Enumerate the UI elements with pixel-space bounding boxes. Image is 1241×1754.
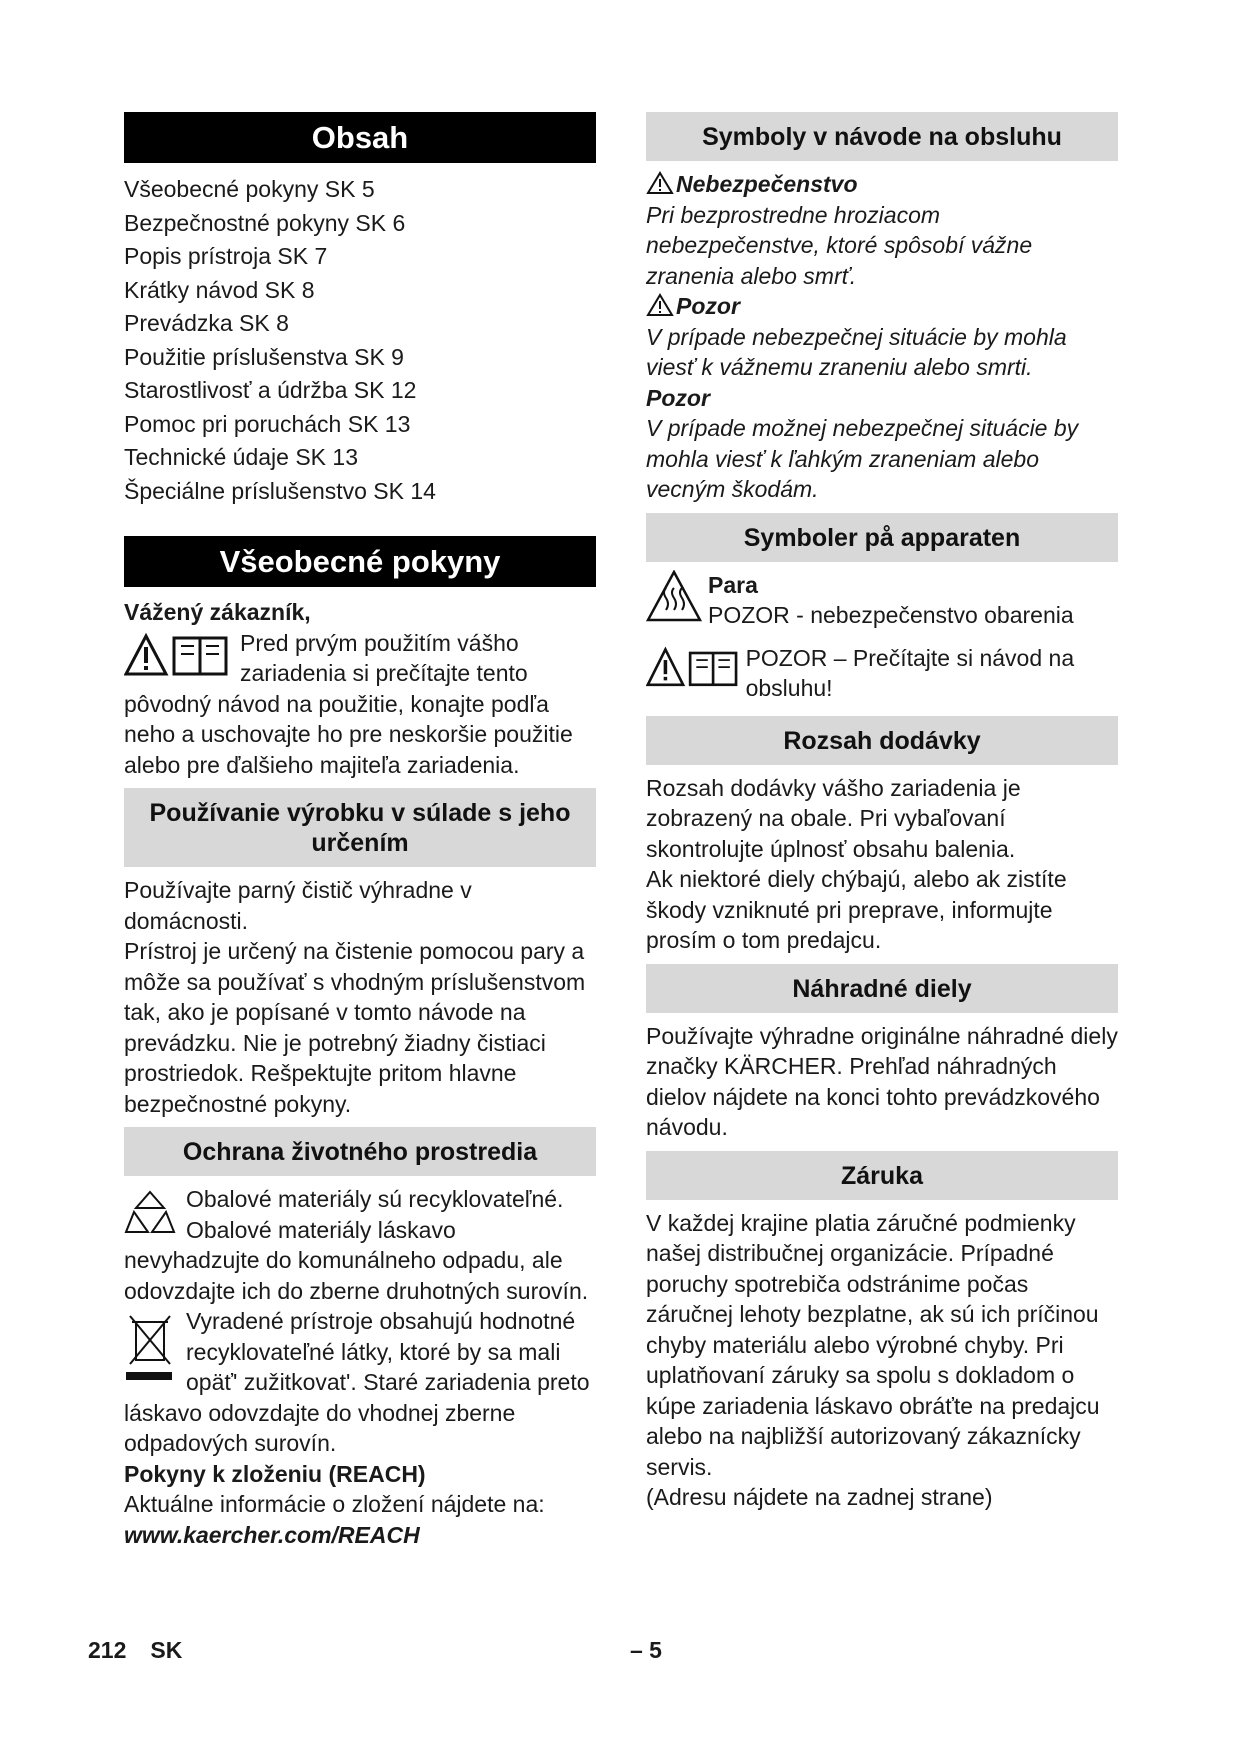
toc-item[interactable]: Všeobecné pokyny SK 5 — [124, 176, 375, 202]
toc-item[interactable]: Použitie príslušenstva SK 9 — [124, 343, 404, 370]
right-column — [646, 112, 1118, 1513]
delivery-heading: Rozsah dodávky — [646, 716, 1118, 765]
intended-use-heading: Používanie výrobku v súlade s jeho určením — [124, 788, 596, 867]
page-number: 212 — [88, 1637, 127, 1663]
section-page-number: – 5 — [630, 1637, 662, 1663]
environment-heading: Ochrana životného prostredia — [124, 1127, 596, 1176]
warning-manual-icon — [124, 632, 230, 680]
warranty-text: V každej krajine platia záručné podmienky našej distribučnej organizácie. Prípadné poruchy spotrebiča odstránime počas záručnej lehoty bezplatne, ak sú ich príčinou chyby materiálu alebo výrobné chyby. Pri uplatňovaní záruky sa spolu s dokladom o kúpe zariadenia láskavo obráťte na predajcu alebo na najbližší autorizovaný zákaznícky servis. — [646, 1209, 1100, 1480]
spare-parts-heading: Náhradné diely — [646, 964, 1118, 1013]
reach-link[interactable]: www.kaercher.com/REACH — [124, 1521, 420, 1548]
steam-text: POZOR - nebezpečenstvo obarenia — [708, 602, 1074, 628]
manual-symbol-block — [646, 643, 1118, 704]
symbols-heading: Symboly v návode na obsluhu — [646, 112, 1118, 161]
danger-label: Nebezpečenstvo — [676, 171, 858, 197]
reach-text: Aktuálne informácie o zložení nájdete na: — [124, 1491, 545, 1517]
language-code: SK — [150, 1637, 183, 1663]
caution-text: V prípade možnej nebezpečnej situácie by mohla viesť k ľahkým zraneniam alebo vecným škodám. — [646, 415, 1079, 502]
warning-triangle-icon — [646, 171, 674, 195]
warning-label: Pozor — [676, 293, 740, 319]
dear-customer: Vážený zákazník, — [124, 599, 311, 625]
intro-text: Pred prvým použitím vášho zariadenia si prečítajte tento pôvodný návod na použitie, konajte podľa neho a uschovajte ho pre neskoršie použitie alebo pre ďalšieho majiteľa zariadenia. — [124, 629, 573, 778]
warranty-heading: Záruka — [646, 1151, 1118, 1200]
env-text-1: Obalové materiály sú recyklovateľné. Obalové materiály láskavo nevyhadzujte do komunálneho odpadu, ale odovzdajte ich do zberne druhotných surovín. — [124, 1186, 589, 1304]
weee-bin-icon — [124, 1310, 176, 1390]
reach-heading: Pokyny k zloženiu (REACH) — [124, 1460, 426, 1487]
warning-triangle-icon — [646, 293, 674, 317]
toc-item[interactable]: Technické údaje SK 13 — [124, 444, 358, 470]
address-text: (Adresu nájdete na zadnej strane) — [646, 1484, 993, 1510]
steam-symbol-block — [646, 570, 1118, 631]
general-heading: Všeobecné pokyny — [124, 536, 596, 587]
toc-item[interactable]: Špeciálne príslušenstvo SK 14 — [124, 477, 436, 504]
intended-use-p1: Používajte parný čistič výhradne v domácnosti. — [124, 877, 472, 934]
steam-hazard-icon — [646, 570, 702, 622]
warning-text: V prípade nebezpečnej situácie by mohla viesť k vážnemu zraneniu alebo smrti. — [646, 323, 1067, 380]
spare-parts-text: Používajte výhradne originálne náhradné diely značky KÄRCHER. Prehľad náhradných dielov nájdete na konci tohto prevádzkového návodu. — [646, 1022, 1118, 1140]
toc-heading: Obsah — [124, 112, 596, 163]
toc-item[interactable]: Popis prístroja SK 7 — [124, 243, 328, 269]
warning-manual-icon — [646, 643, 740, 693]
caution-label: Pozor — [646, 384, 710, 411]
env-text-2: Vyradené prístroje obsahujú hodnotné recyklovateľné látky, ktoré by sa mali opäť' zužitkovat'. Staré zariadenia preto láskavo odovzdajte do vhodnej zberne odpadových surovín. — [124, 1308, 590, 1456]
toc-item[interactable]: Prevádzka SK 8 — [124, 310, 289, 336]
device-symbols-heading: Symboler på apparaten — [646, 513, 1118, 562]
table-of-contents — [124, 173, 596, 508]
delivery-text-2: Ak niektoré diely chýbajú, alebo ak zistíte škody vzniknuté pri preprave, informujte prosím o tom predajcu. — [646, 866, 1067, 953]
danger-text: Pri bezprostredne hroziacom nebezpečenstve, ktoré spôsobí vážne zranenia alebo smrť. — [646, 201, 1033, 289]
toc-item[interactable]: Krátky návod SK 8 — [124, 276, 315, 303]
delivery-text-1: Rozsah dodávky vášho zariadenia je zobrazený na obale. Pri vybaľovaní skontrolujte úplnosť obsahu balenia. — [646, 774, 1021, 862]
footer-page-info — [88, 1637, 182, 1664]
intended-use-p2: Prístroj je určený na čistenie pomocou pary a môže sa používať s vhodným príslušenstvom tak, ako je popísané v tomto návode na prevádzku. Nie je potrebný žiadny čistiaci prostriedok. Rešpektujte pritom hlavne bezpečnostné pokyny. — [124, 938, 586, 1117]
toc-item[interactable]: Pomoc pri poruchách SK 13 — [124, 410, 411, 437]
toc-item[interactable]: Bezpečnostné pokyny SK 6 — [124, 209, 406, 236]
recycling-icon — [124, 1188, 176, 1236]
steam-label: Para — [708, 571, 758, 598]
manual-text: POZOR – Prečítajte si návod na obsluhu! — [745, 644, 1075, 701]
left-column — [124, 112, 596, 1550]
toc-item[interactable]: Starostlivosť a údržba SK 12 — [124, 377, 417, 403]
